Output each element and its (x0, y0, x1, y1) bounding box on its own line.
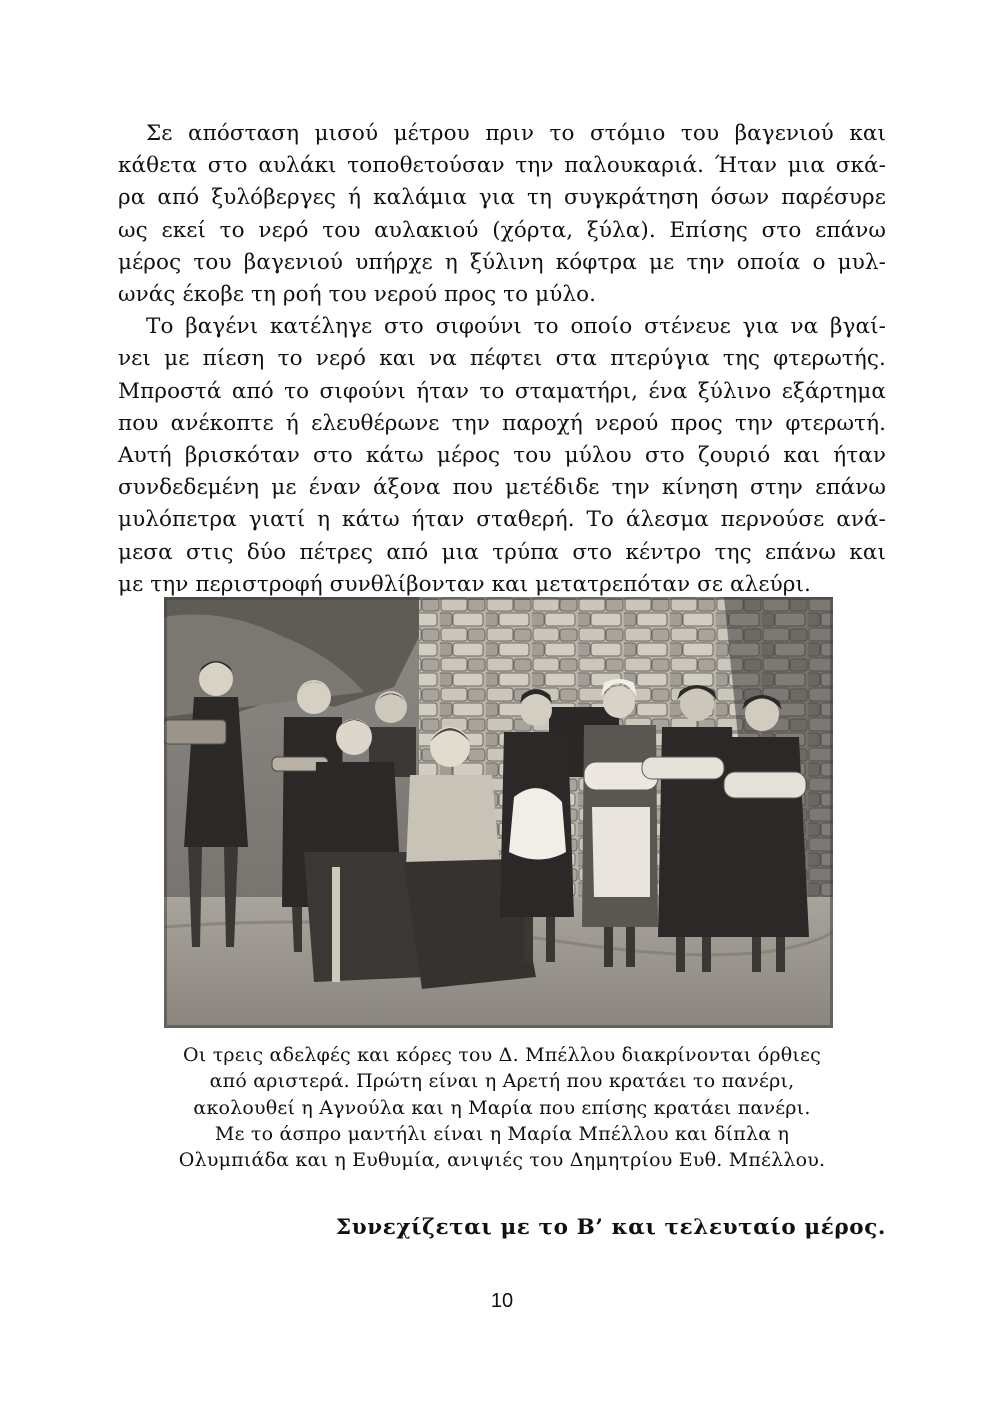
text-line: συνδεδεμένη με έναν άξονα που μετέδιδε την κίνηση στην επάνω (118, 475, 886, 501)
text-line: κάθετα στο αυλάκι τοποθετούσαν την παλουκαριά. Ήταν μια σκά- (118, 153, 886, 179)
text-line: νει με πίεση το νερό και να πέφτει στα πτερύγια της φτερωτής. (118, 346, 886, 372)
text-line: Σε απόσταση μισού μέτρου πριν το στόμιο του βαγενιού και (146, 121, 886, 146)
paragraph-1 (118, 118, 886, 311)
text-line: ωνάς έκοβε τη ροή του νερού προς το μύλο. (118, 282, 597, 308)
text-line: ρα από ξυλόβεργες ή καλάμια για τη συγκράτηση όσων παρέσυρε (118, 185, 886, 211)
text-line: μέρος του βαγενιού υπήρχε η ξύλινη κόφτρα με την οποία ο μυλ- (118, 249, 886, 275)
text-line: Το βαγένι κατέληγε στο σιφούνι το οποίο στένευε για να βγαί- (146, 314, 886, 340)
paragraph-2 (118, 311, 886, 601)
text-line: μυλόπετρα γιατί η κάτω ήταν σταθερή. Το άλεσμα περνούσε ανά- (118, 507, 886, 533)
text-line: Μπροστά από το σιφούνι ήταν το σταματήρι, ένα ξύλινο εξάρτημα (118, 378, 886, 404)
page-number: 10 (490, 1290, 514, 1312)
continued-note: Συνεχίζεται με το Β’ και τελευταίο μέρος. (335, 1215, 886, 1240)
caption-line: από αριστερά. Πρώτη είναι η Αρετή που κρατάει το πανέρι, (209, 1070, 795, 1093)
text-line: ως εκεί το νερό του αυλακιού (χόρτα, ξύλα). Επίσης στο επάνω (118, 217, 886, 243)
caption-line: ακολουθεί η Αγνούλα και η Μαρία που επίσης κρατάει πανέρι. (193, 1096, 811, 1119)
historical-group-photo (164, 597, 833, 1028)
caption-line: Οι τρεις αδελφές και κόρες του Δ. Μπέλλου διακρίνονται όρθιες (183, 1044, 821, 1066)
caption-line: Με το άσπρο μαντήλι είναι η Μαρία Μπέλλου και δίπλα η (214, 1122, 790, 1145)
body-text (118, 118, 886, 601)
text-line: που ανέκοπτε ή ελευθέρωνε την παροχή νερού προς την φτερωτή. (118, 410, 886, 436)
caption-line: Ολυμπιάδα και η Ευθυμία, ανιψιές του Δημητρίου Ευθ. Μπέλλου. (178, 1149, 826, 1172)
photo-caption (130, 1042, 874, 1173)
text-line: με την περιστροφή συνθλίβονταν και μετατρεπόταν σε αλεύρι. (118, 571, 811, 597)
text-line: μεσα στις δύο πέτρες από μια τρύπα στο κέντρο της επάνω και (118, 539, 886, 565)
text-line: Αυτή βρισκόταν στο κάτω μέρος του μύλου στο ζουριό και ήταν (118, 443, 886, 469)
